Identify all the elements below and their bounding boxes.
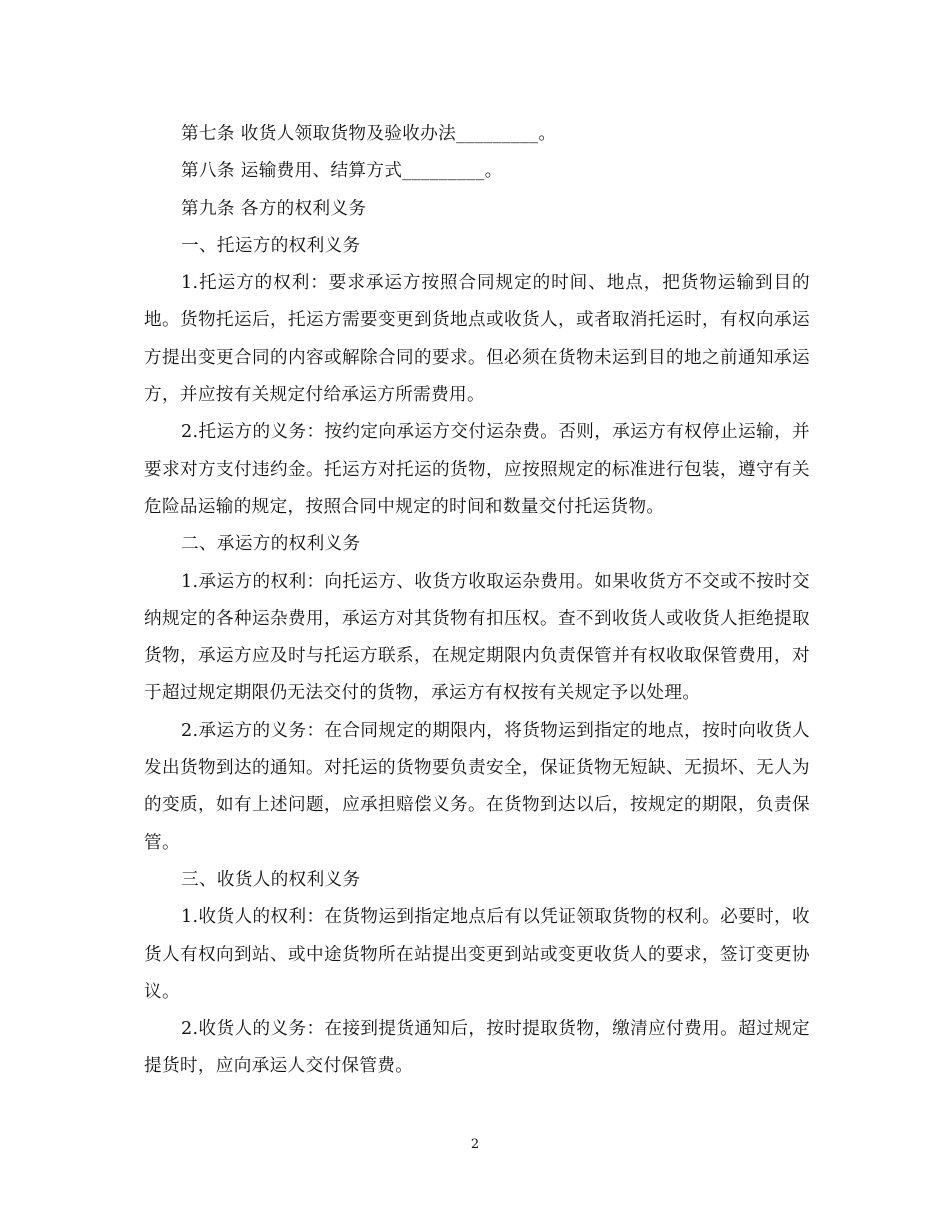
- shipper-section-heading: 一、托运方的权利义务: [181, 235, 361, 256]
- consignee-section-heading: 三、收货人的权利义务: [181, 869, 361, 890]
- article-9-heading: 第九条 各方的权利义务: [181, 198, 367, 219]
- article-7-paragraph: 第七条 收货人领取货物及验收办法_________。: [181, 124, 557, 144]
- carrier-section-heading: 二、承运方的权利义务: [181, 534, 361, 555]
- document-body: [144, 116, 810, 1086]
- consignee-obligations-paragraph: 2.收货人的义务：在接到提货通知后，按时提取货物，缴清应付费用。超过规定提货时，应向承运人交付保管费。: [144, 1019, 810, 1077]
- article-8-paragraph: 第八条 运输费用、结算方式_________。: [181, 161, 503, 182]
- shipper-rights-paragraph: 1.托运方的权利：要求承运方按照合同规定的时间、地点，把货物运输到目的地。货物托运后，托运方需要变更到货地点或收货人，或者取消托运时，有权向承运方提出变更合同的内容或解除合同的要求。但必须在货物未运到目的地之前通知承运方，并应按有关规定付给承运方所需费用。: [144, 273, 810, 406]
- carrier-rights-paragraph: 1.承运方的权利：向托运方、收货方收取运杂费用。如果收货方不交或不按时交纳规定的各种运杂费用，承运方对其货物有扣压权。查不到收货人或收货人拒绝提取货物，承运方应及时与托运方联系，在规定期限内负责保管并有权收取保管费用，对于超过规定期限仍无法交付的货物，承运方有权按有关规定予以处理。: [144, 571, 810, 704]
- carrier-obligations-paragraph: 2.承运方的义务：在合同规定的期限内，将货物运到指定的地点，按时向收货人发出货物到达的通知。对托运的货物要负责安全，保证货物无短缺、无损坏、无人为的变质，如有上述问题，应承担赔偿义务。在货物到达以后，按规定的期限，负责保管。: [144, 720, 810, 853]
- shipper-obligations-paragraph: 2.托运方的义务：按约定向承运方交付运杂费。否则，承运方有权停止运输，并要求对方支付违约金。托运方对托运的货物，应按照规定的标准进行包装，遵守有关危险品运输的规定，按照合同中规定的时间和数量交付托运货物。: [144, 422, 810, 517]
- page-number: 2: [470, 1137, 480, 1152]
- consignee-rights-paragraph: 1.收货人的权利：在货物运到指定地点后有以凭证领取货物的权利。必要时，收货人有权向到站、或中途货物所在站提出变更到站或变更收货人的要求，签订变更协议。: [144, 907, 810, 1002]
